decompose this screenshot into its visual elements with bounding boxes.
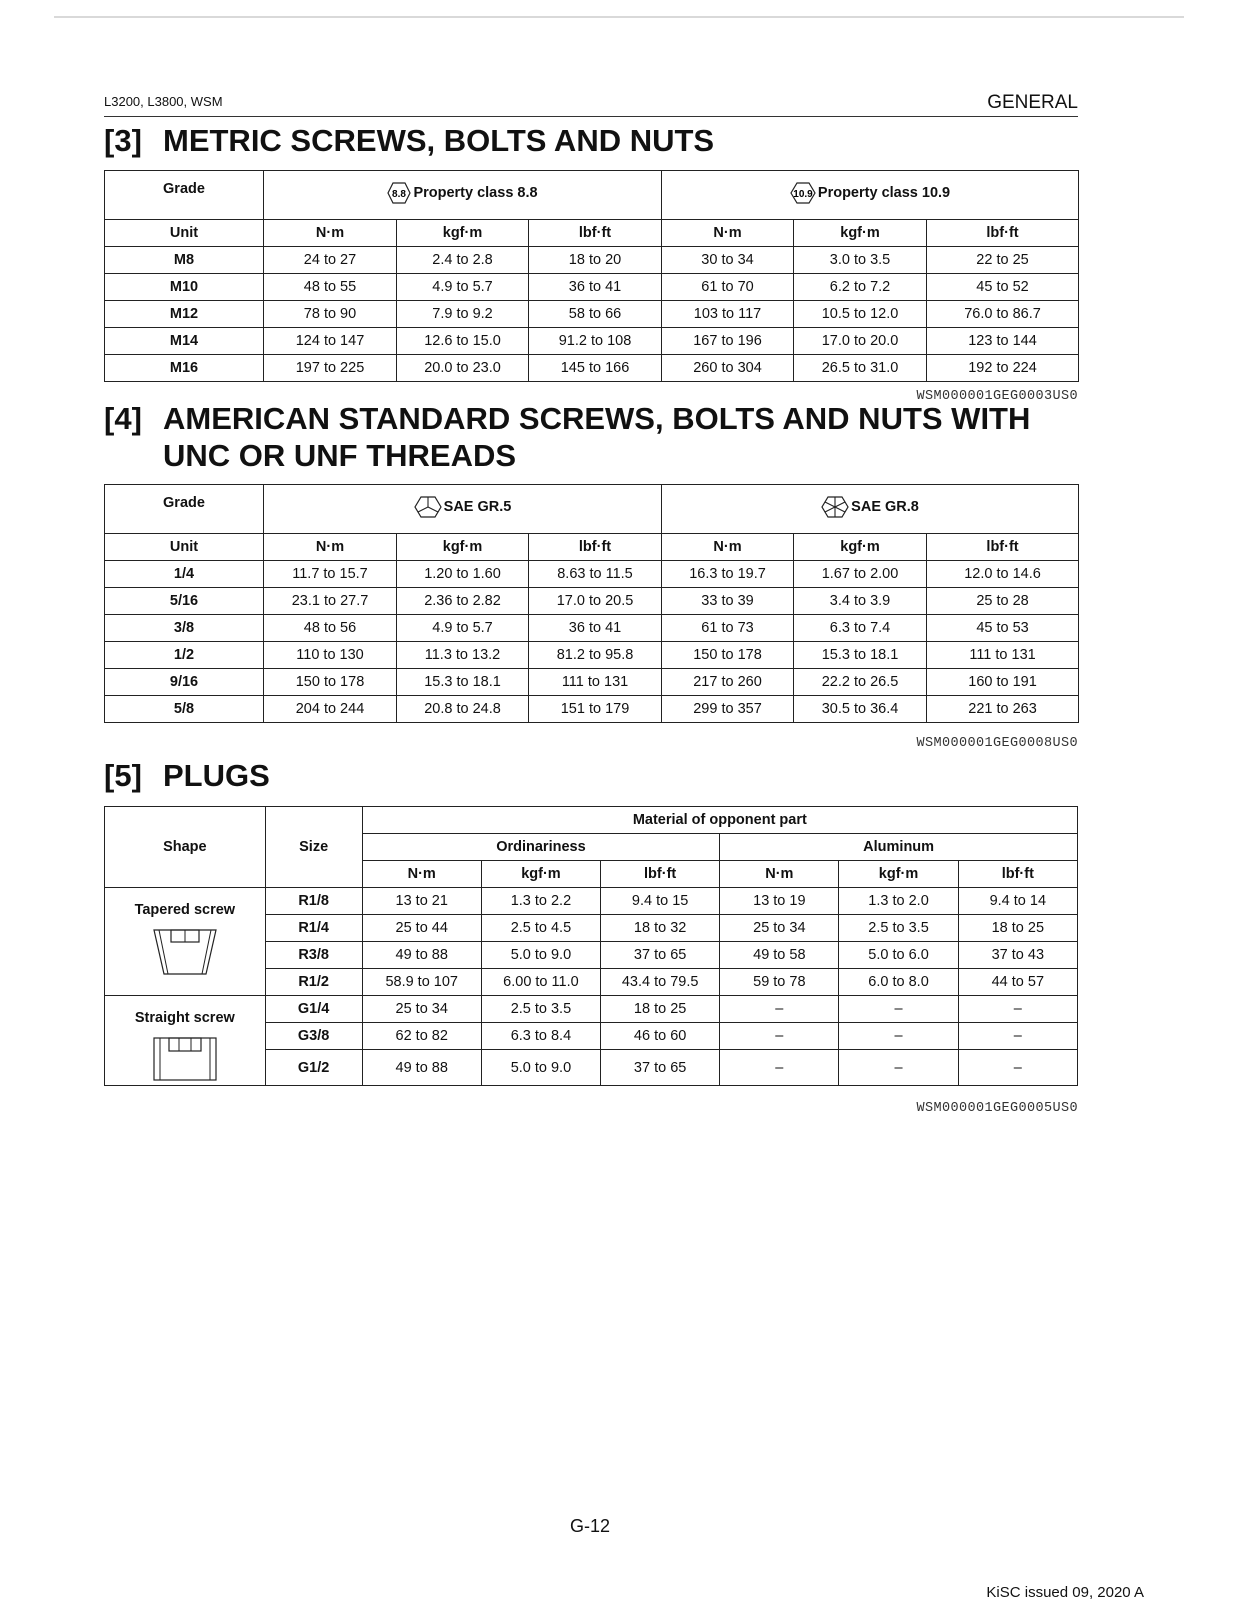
torque-cell: 91.2 to 108 xyxy=(529,328,662,355)
torque-cell: 5.0 to 6.0 xyxy=(839,942,958,969)
size-cell: G3/8 xyxy=(265,1023,362,1050)
torque-cell: 124 to 147 xyxy=(264,328,397,355)
size-cell: 9/16 xyxy=(105,669,264,696)
shape-label: Straight screw xyxy=(134,1010,235,1026)
section-title-line-1: AMERICAN STANDARD SCREWS, BOLTS AND NUTS WITH xyxy=(163,401,1031,436)
torque-cell: 6.00 to 11.0 xyxy=(481,969,600,996)
grade-mark-text: 8.8 xyxy=(392,189,407,200)
torque-cell: 18 to 25 xyxy=(958,915,1077,942)
size-cell: M10 xyxy=(105,274,264,301)
unit-header: lbf·ft xyxy=(958,861,1077,888)
torque-cell: 13 to 21 xyxy=(362,888,481,915)
torque-cell: 11.7 to 15.7 xyxy=(264,561,397,588)
header-rule xyxy=(104,116,1078,117)
sae-torque-table xyxy=(104,484,1079,723)
size-cell: 5/16 xyxy=(105,588,264,615)
table-row xyxy=(105,696,1079,723)
section-number: [5] xyxy=(104,758,142,793)
unit-header: lbf·ft xyxy=(601,861,720,888)
grade-class-8-8 xyxy=(264,171,662,220)
section-number: [4] xyxy=(104,401,142,436)
torque-cell: 2.36 to 2.82 xyxy=(397,588,529,615)
torque-cell: 15.3 to 18.1 xyxy=(397,669,529,696)
section-number: [3] xyxy=(104,123,142,158)
hex-grade-mark-icon xyxy=(790,181,816,205)
torque-cell: 1.3 to 2.0 xyxy=(839,888,958,915)
torque-cell: 192 to 224 xyxy=(927,355,1079,382)
tapered-plug-icon xyxy=(150,926,220,978)
torque-cell: – xyxy=(720,1023,839,1050)
unit-label: Unit xyxy=(105,534,264,561)
grade-mark-text: 10.9 xyxy=(793,189,813,200)
size-cell: M12 xyxy=(105,301,264,328)
torque-cell: 45 to 52 xyxy=(927,274,1079,301)
torque-cell: 22.2 to 26.5 xyxy=(794,669,927,696)
torque-cell: 221 to 263 xyxy=(927,696,1079,723)
section-3-title xyxy=(104,122,714,159)
unit-header: kgf·m xyxy=(481,861,600,888)
hex-sae-grade-5-icon xyxy=(414,495,442,519)
size-header: Size xyxy=(265,807,362,888)
unit-header: lbf·ft xyxy=(927,220,1079,247)
table-row xyxy=(105,615,1079,642)
grade-label: Grade xyxy=(105,485,264,534)
size-cell: R3/8 xyxy=(265,942,362,969)
table-row xyxy=(105,355,1079,382)
torque-cell: 151 to 179 xyxy=(529,696,662,723)
torque-cell: 9.4 to 14 xyxy=(958,888,1077,915)
size-cell: R1/8 xyxy=(265,888,362,915)
metric-torque-table xyxy=(104,170,1079,382)
table-row xyxy=(105,247,1079,274)
torque-cell: 4.9 to 5.7 xyxy=(397,615,529,642)
class-label: Property class 8.8 xyxy=(413,185,538,201)
hex-sae-grade-8-icon xyxy=(821,495,849,519)
torque-cell: 160 to 191 xyxy=(927,669,1079,696)
section-5-title xyxy=(104,757,270,794)
torque-cell: 78 to 90 xyxy=(264,301,397,328)
torque-cell: 49 to 58 xyxy=(720,942,839,969)
grade-class-10-9 xyxy=(662,171,1079,220)
torque-cell: 43.4 to 79.5 xyxy=(601,969,720,996)
table-row xyxy=(105,588,1079,615)
unit-header: lbf·ft xyxy=(529,534,662,561)
table-body xyxy=(105,561,1079,723)
torque-cell: 299 to 357 xyxy=(662,696,794,723)
issue-note: KiSC issued 09, 2020 A xyxy=(986,1584,1144,1601)
unit-label: Unit xyxy=(105,220,264,247)
straight-plug-icon xyxy=(150,1034,220,1084)
torque-cell: 36 to 41 xyxy=(529,615,662,642)
table-row xyxy=(105,996,1078,1023)
torque-cell: 11.3 to 13.2 xyxy=(397,642,529,669)
size-cell: 1/2 xyxy=(105,642,264,669)
torque-cell: 12.0 to 14.6 xyxy=(927,561,1079,588)
size-cell: G1/4 xyxy=(265,996,362,1023)
torque-cell: – xyxy=(958,1050,1077,1086)
torque-cell: 123 to 144 xyxy=(927,328,1079,355)
hex-grade-mark-icon xyxy=(387,181,411,205)
torque-cell: 5.0 to 9.0 xyxy=(481,1050,600,1086)
unit-header: N·m xyxy=(264,534,397,561)
torque-cell: 6.2 to 7.2 xyxy=(794,274,927,301)
torque-cell: 24 to 27 xyxy=(264,247,397,274)
torque-cell: 9.4 to 15 xyxy=(601,888,720,915)
torque-cell: 30.5 to 36.4 xyxy=(794,696,927,723)
torque-cell: 8.63 to 11.5 xyxy=(529,561,662,588)
torque-cell: 145 to 166 xyxy=(529,355,662,382)
torque-cell: 23.1 to 27.7 xyxy=(264,588,397,615)
shape-label: Tapered screw xyxy=(134,902,236,918)
class-label: SAE GR.8 xyxy=(851,499,919,515)
top-divider xyxy=(54,16,1184,18)
section-4-title xyxy=(104,400,1030,474)
torque-cell: – xyxy=(958,996,1077,1023)
table-row xyxy=(105,642,1079,669)
grade-sae-5 xyxy=(264,485,662,534)
unit-header: N·m xyxy=(720,861,839,888)
unit-header: kgf·m xyxy=(794,220,927,247)
size-cell: G1/2 xyxy=(265,1050,362,1086)
torque-cell: 37 to 65 xyxy=(601,942,720,969)
group-ordinariness: Ordinariness xyxy=(362,834,720,861)
document-code: WSM000001GEG0008US0 xyxy=(916,736,1078,751)
torque-cell: 111 to 131 xyxy=(529,669,662,696)
torque-cell: 204 to 244 xyxy=(264,696,397,723)
torque-cell: 1.20 to 1.60 xyxy=(397,561,529,588)
torque-cell: 20.8 to 24.8 xyxy=(397,696,529,723)
torque-cell: 25 to 44 xyxy=(362,915,481,942)
plug-torque-table xyxy=(104,806,1078,1086)
torque-cell: 217 to 260 xyxy=(662,669,794,696)
torque-cell: 5.0 to 9.0 xyxy=(481,942,600,969)
size-cell: M14 xyxy=(105,328,264,355)
torque-cell: 20.0 to 23.0 xyxy=(397,355,529,382)
torque-cell: 18 to 20 xyxy=(529,247,662,274)
torque-cell: 25 to 34 xyxy=(362,996,481,1023)
torque-cell: 15.3 to 18.1 xyxy=(794,642,927,669)
unit-header: N·m xyxy=(662,534,794,561)
table-row xyxy=(105,561,1079,588)
torque-cell: 3.0 to 3.5 xyxy=(794,247,927,274)
torque-cell: 37 to 43 xyxy=(958,942,1077,969)
grade-sae-8 xyxy=(662,485,1079,534)
table-row xyxy=(105,669,1079,696)
torque-cell: 25 to 34 xyxy=(720,915,839,942)
torque-cell: 45 to 53 xyxy=(927,615,1079,642)
shape-straight-screw xyxy=(105,996,266,1086)
unit-header: kgf·m xyxy=(397,220,529,247)
torque-cell: 37 to 65 xyxy=(601,1050,720,1086)
torque-cell: 6.0 to 8.0 xyxy=(839,969,958,996)
torque-cell: 58 to 66 xyxy=(529,301,662,328)
group-aluminum: Aluminum xyxy=(720,834,1078,861)
torque-cell: 16.3 to 19.7 xyxy=(662,561,794,588)
document-code: WSM000001GEG0003US0 xyxy=(916,389,1078,404)
torque-cell: 30 to 34 xyxy=(662,247,794,274)
torque-cell: 44 to 57 xyxy=(958,969,1077,996)
size-cell: M8 xyxy=(105,247,264,274)
section-title-text: METRIC SCREWS, BOLTS AND NUTS xyxy=(163,123,715,158)
document-code: WSM000001GEG0005US0 xyxy=(916,1101,1078,1116)
torque-cell: 6.3 to 8.4 xyxy=(481,1023,600,1050)
header-section: GENERAL xyxy=(987,92,1078,113)
shape-header: Shape xyxy=(105,807,266,888)
torque-cell: 103 to 117 xyxy=(662,301,794,328)
section-title-text: PLUGS xyxy=(163,758,270,793)
size-cell: M16 xyxy=(105,355,264,382)
torque-cell: 26.5 to 31.0 xyxy=(794,355,927,382)
unit-header: N·m xyxy=(662,220,794,247)
torque-cell: 33 to 39 xyxy=(662,588,794,615)
shape-tapered-screw xyxy=(105,888,266,996)
torque-cell: 2.4 to 2.8 xyxy=(397,247,529,274)
header-models: L3200, L3800, WSM xyxy=(104,94,223,109)
torque-cell: 4.9 to 5.7 xyxy=(397,274,529,301)
torque-cell: – xyxy=(839,1023,958,1050)
torque-cell: 150 to 178 xyxy=(662,642,794,669)
torque-cell: 61 to 73 xyxy=(662,615,794,642)
torque-cell: 59 to 78 xyxy=(720,969,839,996)
unit-header: N·m xyxy=(362,861,481,888)
torque-cell: 17.0 to 20.0 xyxy=(794,328,927,355)
torque-cell: 58.9 to 107 xyxy=(362,969,481,996)
torque-cell: 25 to 28 xyxy=(927,588,1079,615)
torque-cell: 167 to 196 xyxy=(662,328,794,355)
page-number: G-12 xyxy=(569,1516,611,1536)
torque-cell: 62 to 82 xyxy=(362,1023,481,1050)
torque-cell: 260 to 304 xyxy=(662,355,794,382)
torque-cell: – xyxy=(720,996,839,1023)
torque-cell: 1.67 to 2.00 xyxy=(794,561,927,588)
size-cell: R1/2 xyxy=(265,969,362,996)
unit-header: kgf·m xyxy=(839,861,958,888)
class-label: SAE GR.5 xyxy=(443,499,512,515)
torque-cell: – xyxy=(958,1023,1077,1050)
torque-cell: 12.6 to 15.0 xyxy=(397,328,529,355)
torque-cell: 2.5 to 3.5 xyxy=(481,996,600,1023)
torque-cell: 76.0 to 86.7 xyxy=(927,301,1079,328)
table-body xyxy=(105,247,1079,382)
torque-cell: 46 to 60 xyxy=(601,1023,720,1050)
torque-cell: 6.3 to 7.4 xyxy=(794,615,927,642)
torque-cell: 2.5 to 4.5 xyxy=(481,915,600,942)
torque-cell: 18 to 25 xyxy=(601,996,720,1023)
torque-cell: 22 to 25 xyxy=(927,247,1079,274)
unit-header: lbf·ft xyxy=(529,220,662,247)
unit-header: kgf·m xyxy=(794,534,927,561)
unit-header: lbf·ft xyxy=(927,534,1079,561)
torque-cell: 13 to 19 xyxy=(720,888,839,915)
torque-cell: 3.4 to 3.9 xyxy=(794,588,927,615)
torque-cell: 81.2 to 95.8 xyxy=(529,642,662,669)
torque-cell: 48 to 55 xyxy=(264,274,397,301)
torque-cell: 17.0 to 20.5 xyxy=(529,588,662,615)
torque-cell: 2.5 to 3.5 xyxy=(839,915,958,942)
torque-cell: 49 to 88 xyxy=(362,1050,481,1086)
torque-cell: 7.9 to 9.2 xyxy=(397,301,529,328)
material-header: Material of opponent part xyxy=(362,807,1077,834)
torque-cell: 110 to 130 xyxy=(264,642,397,669)
torque-cell: 111 to 131 xyxy=(927,642,1079,669)
section-title-line-2: UNC OR UNF THREADS xyxy=(163,438,517,473)
size-cell: 1/4 xyxy=(105,561,264,588)
torque-cell: 1.3 to 2.2 xyxy=(481,888,600,915)
torque-cell: 10.5 to 12.0 xyxy=(794,301,927,328)
table-row xyxy=(105,328,1079,355)
torque-cell: 49 to 88 xyxy=(362,942,481,969)
table-row xyxy=(105,274,1079,301)
torque-cell: – xyxy=(720,1050,839,1086)
torque-cell: 18 to 32 xyxy=(601,915,720,942)
torque-cell: 197 to 225 xyxy=(264,355,397,382)
torque-cell: 36 to 41 xyxy=(529,274,662,301)
table-body xyxy=(105,888,1078,1086)
size-cell: 5/8 xyxy=(105,696,264,723)
grade-label: Grade xyxy=(105,171,264,220)
size-cell: 3/8 xyxy=(105,615,264,642)
table-row xyxy=(105,888,1078,915)
torque-cell: 150 to 178 xyxy=(264,669,397,696)
class-label: Property class 10.9 xyxy=(817,185,951,201)
torque-cell: 61 to 70 xyxy=(662,274,794,301)
torque-cell: 48 to 56 xyxy=(264,615,397,642)
torque-cell: – xyxy=(839,1050,958,1086)
size-cell: R1/4 xyxy=(265,915,362,942)
unit-header: N·m xyxy=(264,220,397,247)
torque-cell: – xyxy=(839,996,958,1023)
table-row xyxy=(105,301,1079,328)
unit-header: kgf·m xyxy=(397,534,529,561)
